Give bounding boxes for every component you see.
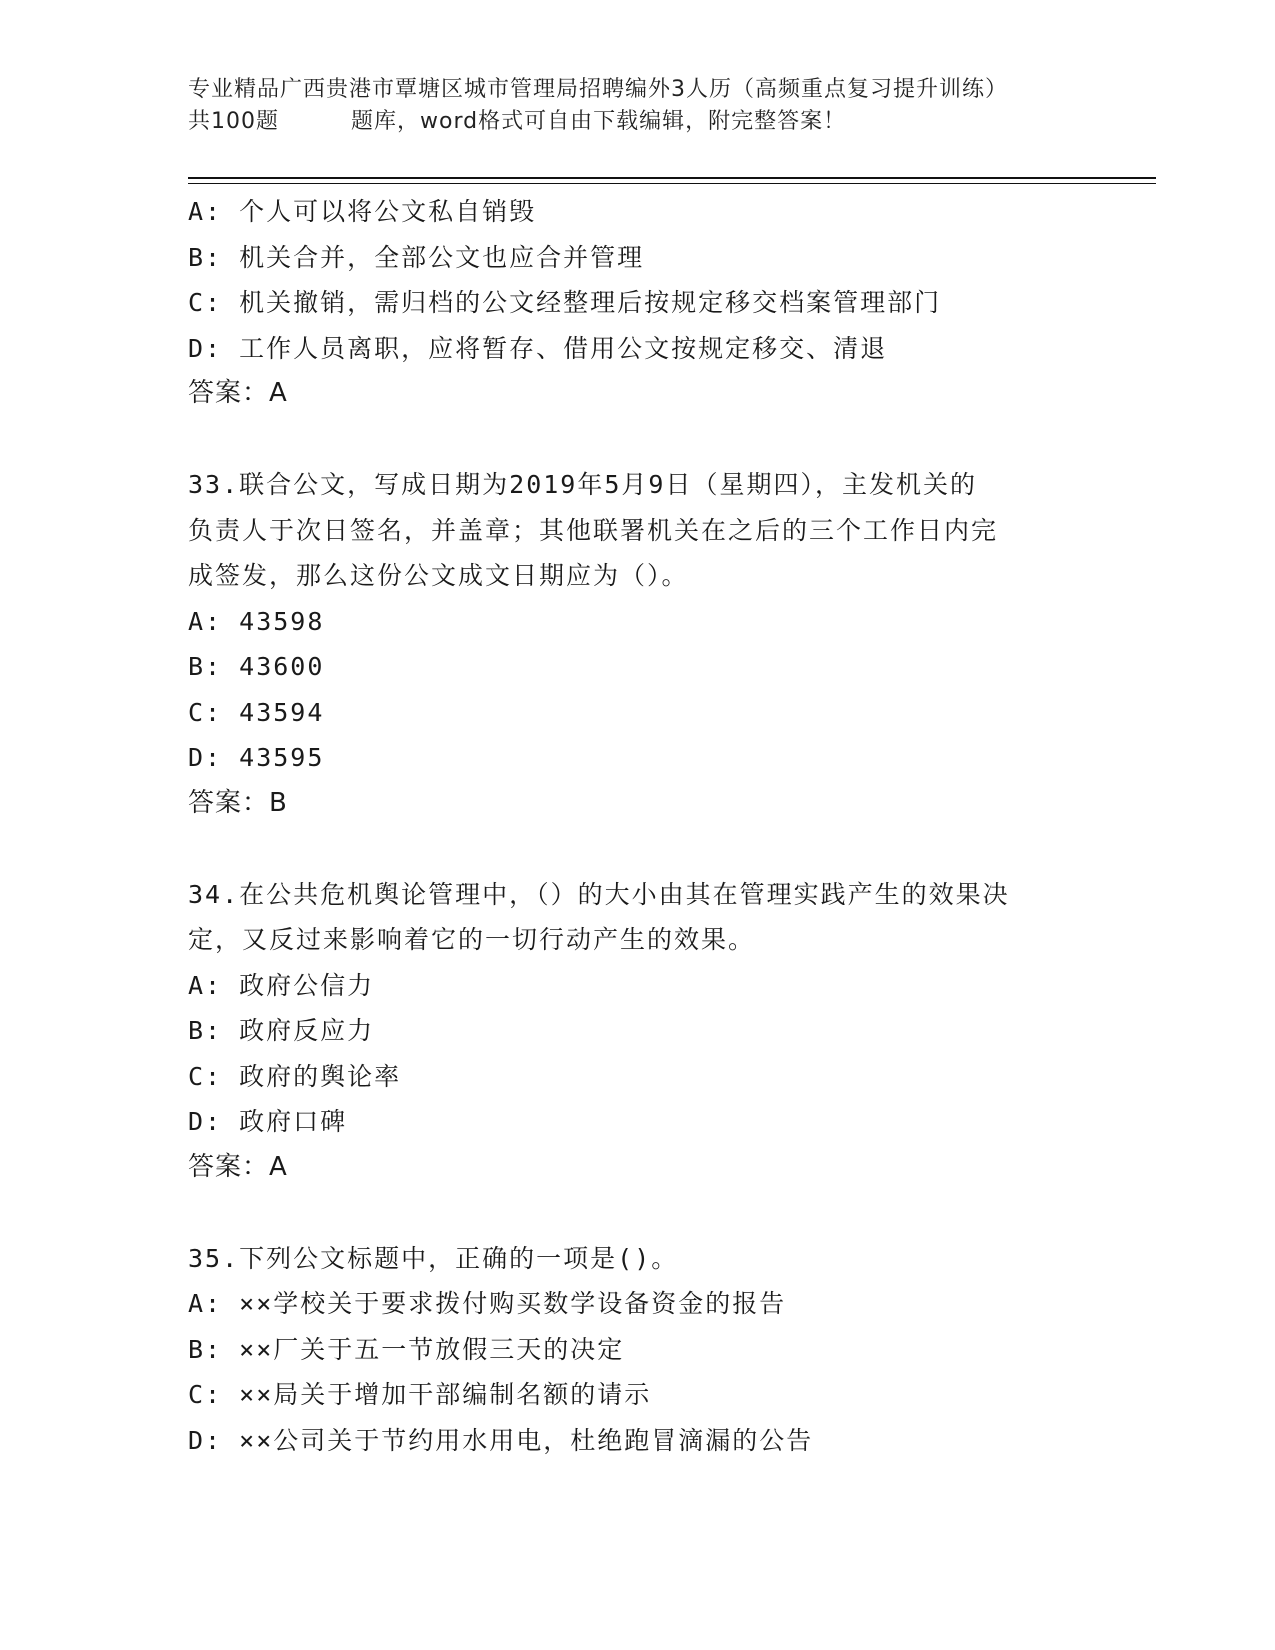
option-c: C: 政府的舆论率 [188, 1061, 402, 1091]
question-stem-line: 定，又反过来影响着它的一切行动产生的效果。 [188, 925, 756, 954]
question-gap [188, 1190, 1118, 1236]
question-33 [188, 462, 1118, 826]
page-header [188, 74, 1088, 138]
header-rule-thick [188, 177, 1156, 179]
answer: 答案：A [188, 1151, 288, 1182]
option-d: D: 工作人员离职，应将暂存、借用公文按规定移交、清退 [188, 333, 888, 363]
option-a: A: 个人可以将公文私自销毁 [188, 197, 537, 226]
option-a: A: 政府公信力 [188, 970, 375, 1000]
option-c: C: ××局关于增加干部编制名额的请示 [188, 1380, 652, 1409]
question-stem-line: 35.下列公文标题中，正确的一项是()。 [188, 1243, 679, 1273]
question-34 [188, 872, 1118, 1191]
option-c: C: 43594 [188, 697, 325, 727]
question-gap [188, 826, 1118, 872]
header-subtitle [188, 106, 1088, 138]
option-b: B: 机关合并，全部公文也应合并管理 [188, 242, 645, 272]
question-stem-line: 34.在公共危机舆论管理中，（）的大小由其在管理实践产生的效果决 [188, 879, 1010, 909]
answer: 答案：A [188, 378, 288, 408]
header-rule-thin [188, 183, 1156, 184]
header-count: 共100题 [188, 109, 279, 134]
option-a: A: 43598 [188, 606, 325, 636]
option-a: A: ××学校关于要求拨付购买数学设备资金的报告 [188, 1289, 787, 1318]
option-d: D: 43595 [188, 743, 325, 772]
option-d: D: ××公司关于节约用水用电，杜绝跑冒滴漏的公告 [188, 1425, 814, 1455]
question-32 [188, 189, 1118, 417]
option-b: B: ××厂关于五一节放假三天的决定 [188, 1334, 625, 1364]
header-note: 题库，word格式可自由下载编辑，附完整答案！ [351, 109, 847, 134]
option-d: D: 政府口碑 [188, 1107, 348, 1136]
option-b: B: 43600 [188, 652, 325, 681]
option-c: C: 机关撤销，需归档的公文经整理后按规定移交档案管理部门 [188, 288, 942, 317]
question-list [188, 189, 1118, 1463]
question-stem-line: 负责人于次日签名，并盖章；其他联署机关在之后的三个工作日内完 [188, 515, 999, 545]
option-b: B: 政府反应力 [188, 1016, 375, 1045]
header-title: 专业精品广西贵港市覃塘区城市管理局招聘编外3人历（高频重点复习提升训练） [188, 77, 1008, 102]
question-stem-line: 成签发，那么这份公文成文日期应为（）。 [188, 561, 689, 590]
question-35 [188, 1236, 1118, 1464]
answer: 答案：B [188, 787, 288, 818]
question-stem-line: 33.联合公文，写成日期为2019年5月9日（星期四），主发机关的 [188, 470, 977, 499]
question-gap [188, 417, 1118, 463]
